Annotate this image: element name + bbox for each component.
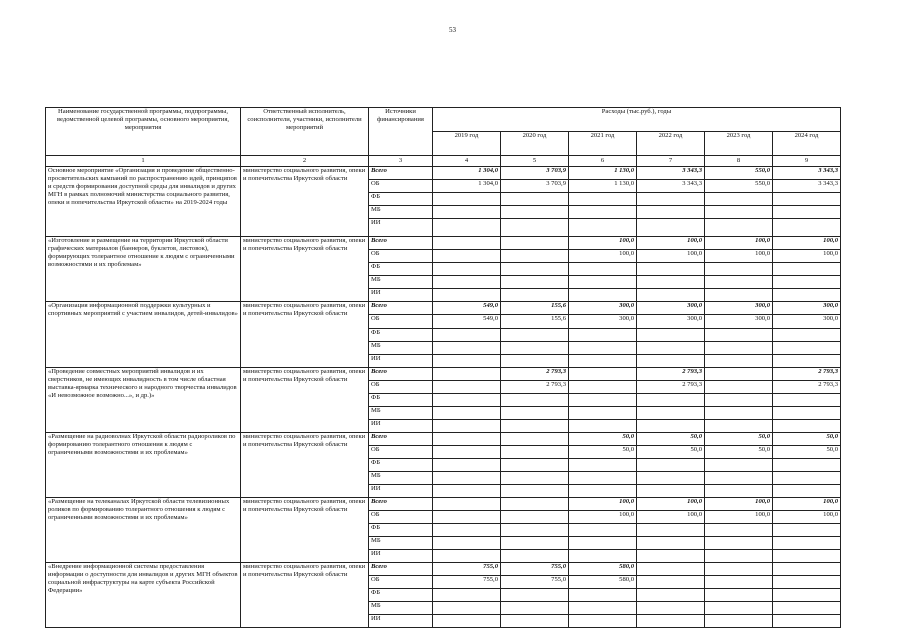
expense-value <box>433 237 501 250</box>
funding-source: ОБ <box>369 250 433 263</box>
expense-value: 2 793,3 <box>773 368 841 381</box>
expense-value: 1 304,0 <box>433 180 501 193</box>
expense-value: 2 793,3 <box>501 368 569 381</box>
expense-value <box>705 524 773 537</box>
expense-value <box>773 485 841 498</box>
expense-value <box>501 329 569 342</box>
funding-source: ФБ <box>369 394 433 407</box>
expense-value <box>705 368 773 381</box>
measure-executor: министерство социального развития, опеки и попечительства Иркутской области <box>241 433 369 498</box>
header-sources: Источники финансирования <box>369 108 433 156</box>
expense-value <box>637 602 705 615</box>
funding-source: ОБ <box>369 315 433 329</box>
expense-value: 300,0 <box>705 302 773 315</box>
expense-value <box>773 394 841 407</box>
expense-value <box>501 355 569 368</box>
measure-name: Основное мероприятие «Организация и проведение общественно-просветительских кампаний по распространению идей, принципов и средств формирования доступной среды для инвалидов и других МГН в рамках полномочий министерства социального развития, опеки и попечительства Иркутской области» на 2019-2024 годы <box>46 167 241 237</box>
expense-value <box>433 524 501 537</box>
expense-value: 580,0 <box>569 563 637 576</box>
expense-value <box>705 219 773 237</box>
funding-source: ИИ <box>369 615 433 628</box>
funding-source: МБ <box>369 342 433 355</box>
expense-value <box>433 206 501 219</box>
expense-value: 300,0 <box>569 302 637 315</box>
expense-value <box>705 537 773 550</box>
expense-value <box>501 459 569 472</box>
expense-value: 100,0 <box>569 511 637 524</box>
expense-value: 300,0 <box>773 302 841 315</box>
column-index: 9 <box>773 156 841 167</box>
expense-value <box>433 355 501 368</box>
expense-value <box>773 550 841 563</box>
expense-value <box>501 276 569 289</box>
expense-value <box>773 206 841 219</box>
expense-value <box>501 511 569 524</box>
expense-value <box>637 589 705 602</box>
measure-executor: министерство социального развития, опеки и попечительства Иркутской области <box>241 302 369 368</box>
expense-value: 755,0 <box>433 576 501 589</box>
measure-name: «Внедрение информационной системы предоставления информации о доступности для инвалидов и других МГН объектов социальной инфраструктуры на карте субъекта Российской Федерации» <box>46 563 241 628</box>
expense-value <box>569 420 637 433</box>
expense-value <box>705 263 773 276</box>
expense-value <box>705 602 773 615</box>
expense-value <box>501 433 569 446</box>
expense-value <box>773 602 841 615</box>
header-year: 2023 год <box>705 132 773 156</box>
expense-value: 100,0 <box>569 498 637 511</box>
funding-source: МБ <box>369 276 433 289</box>
expense-value <box>569 602 637 615</box>
expense-value <box>433 342 501 355</box>
expense-value <box>569 381 637 394</box>
expense-value <box>569 550 637 563</box>
funding-source: ИИ <box>369 550 433 563</box>
expense-value: 3 703,9 <box>501 180 569 193</box>
funding-source: ИИ <box>369 219 433 237</box>
header-year: 2019 год <box>433 132 501 156</box>
expense-value: 100,0 <box>637 511 705 524</box>
expense-value: 155,6 <box>501 315 569 329</box>
funding-source: ФБ <box>369 524 433 537</box>
funding-source: ФБ <box>369 589 433 602</box>
table-row <box>46 167 841 180</box>
column-index-row <box>46 156 841 167</box>
expense-value <box>569 329 637 342</box>
expense-value: 300,0 <box>637 302 705 315</box>
funding-source: Всего <box>369 167 433 180</box>
header-year: 2024 год <box>773 132 841 156</box>
expense-value: 3 343,3 <box>637 167 705 180</box>
expense-value <box>637 355 705 368</box>
budget-table <box>45 107 841 628</box>
expense-value <box>569 355 637 368</box>
measure-executor: министерство социального развития, опеки и попечительства Иркутской области <box>241 167 369 237</box>
expense-value <box>705 420 773 433</box>
expense-value: 100,0 <box>773 498 841 511</box>
table-row <box>46 498 841 511</box>
expense-value: 155,6 <box>501 302 569 315</box>
column-index: 6 <box>569 156 637 167</box>
expense-value: 100,0 <box>773 237 841 250</box>
expense-value <box>501 615 569 628</box>
expense-value: 50,0 <box>569 433 637 446</box>
funding-source: МБ <box>369 472 433 485</box>
expense-value <box>433 276 501 289</box>
expense-value <box>501 193 569 206</box>
expense-value <box>773 289 841 302</box>
header-name: Наименование государственной программы, подпрограммы, ведомственной целевой программы, основного мероприятия, мероприятия <box>46 108 241 156</box>
expense-value: 2 793,3 <box>637 368 705 381</box>
expense-value <box>773 537 841 550</box>
expense-value: 755,0 <box>501 576 569 589</box>
expense-value: 300,0 <box>569 315 637 329</box>
expense-value <box>501 263 569 276</box>
expense-value <box>637 420 705 433</box>
expense-value: 100,0 <box>705 498 773 511</box>
expense-value <box>705 589 773 602</box>
expense-value: 3 343,3 <box>637 180 705 193</box>
expense-value <box>773 219 841 237</box>
expense-value <box>433 193 501 206</box>
expense-value: 2 793,3 <box>501 381 569 394</box>
expense-value <box>773 263 841 276</box>
funding-source: Всего <box>369 237 433 250</box>
expense-value <box>773 589 841 602</box>
expense-value <box>705 576 773 589</box>
expense-value: 755,0 <box>433 563 501 576</box>
expense-value <box>569 263 637 276</box>
table-row <box>46 563 841 576</box>
expense-value <box>433 381 501 394</box>
expense-value <box>569 459 637 472</box>
expense-value <box>501 537 569 550</box>
expense-value <box>433 420 501 433</box>
expense-value <box>773 576 841 589</box>
expense-value <box>569 342 637 355</box>
expense-value: 3 703,9 <box>501 167 569 180</box>
expense-value <box>433 459 501 472</box>
expense-value <box>433 394 501 407</box>
funding-source: ИИ <box>369 355 433 368</box>
expense-value <box>637 472 705 485</box>
expense-value <box>637 550 705 563</box>
expense-value <box>705 407 773 420</box>
table-body <box>46 167 841 628</box>
funding-source: ФБ <box>369 459 433 472</box>
expense-value <box>501 524 569 537</box>
expense-value <box>569 219 637 237</box>
expense-value <box>433 433 501 446</box>
expense-value <box>569 524 637 537</box>
expense-value <box>501 250 569 263</box>
expense-value <box>637 206 705 219</box>
expense-value <box>773 355 841 368</box>
measure-name: «Организация информационной поддержки культурных и спортивных мероприятий с участием инвалидов, детей-инвалидов» <box>46 302 241 368</box>
expense-value <box>705 459 773 472</box>
expense-value: 100,0 <box>569 250 637 263</box>
expense-value: 100,0 <box>705 511 773 524</box>
expense-value <box>705 472 773 485</box>
expense-value <box>433 537 501 550</box>
expense-value <box>705 276 773 289</box>
expense-value <box>433 511 501 524</box>
expense-value <box>705 563 773 576</box>
expense-value <box>637 276 705 289</box>
expense-value: 100,0 <box>705 237 773 250</box>
expense-value <box>569 485 637 498</box>
expense-value <box>773 472 841 485</box>
expense-value <box>637 576 705 589</box>
expense-value: 1 130,0 <box>569 180 637 193</box>
expense-value <box>773 563 841 576</box>
measure-executor: министерство социального развития, опеки и попечительства Иркутской области <box>241 498 369 563</box>
expense-value: 100,0 <box>637 498 705 511</box>
expense-value <box>433 446 501 459</box>
funding-source: ОБ <box>369 180 433 193</box>
expense-value: 50,0 <box>569 446 637 459</box>
expense-value <box>637 329 705 342</box>
expense-value <box>433 615 501 628</box>
expense-value <box>433 485 501 498</box>
table-row <box>46 368 841 381</box>
expense-value <box>773 342 841 355</box>
expense-value: 50,0 <box>637 433 705 446</box>
expense-value <box>705 206 773 219</box>
measure-executor: министерство социального развития, опеки и попечительства Иркутской области <box>241 368 369 433</box>
expense-value <box>705 394 773 407</box>
column-index: 3 <box>369 156 433 167</box>
expense-value: 100,0 <box>569 237 637 250</box>
expense-value <box>501 589 569 602</box>
expense-value <box>501 342 569 355</box>
expense-value <box>569 589 637 602</box>
expense-value <box>433 550 501 563</box>
expense-value: 549,0 <box>433 302 501 315</box>
expense-value <box>705 550 773 563</box>
expense-value <box>773 524 841 537</box>
expense-value: 100,0 <box>637 250 705 263</box>
funding-source: Всего <box>369 368 433 381</box>
header-executor: Ответственный исполнитель, соисполнители, участники, исполнители мероприятий <box>241 108 369 156</box>
expense-value: 550,0 <box>705 167 773 180</box>
expense-value <box>637 524 705 537</box>
expense-value <box>501 420 569 433</box>
expense-value <box>433 289 501 302</box>
expense-value <box>773 420 841 433</box>
measure-name: «Размещение на радиоволнах Иркутской области радиороликов по формированию толерантного отношения к людям с ограниченными возможностями и их проблемам» <box>46 433 241 498</box>
expense-value <box>501 237 569 250</box>
expense-value <box>433 329 501 342</box>
expense-value: 2 793,3 <box>637 381 705 394</box>
expense-value <box>433 250 501 263</box>
expense-value <box>637 485 705 498</box>
funding-source: ФБ <box>369 329 433 342</box>
expense-value: 100,0 <box>773 250 841 263</box>
expense-value: 50,0 <box>705 446 773 459</box>
expense-value <box>705 289 773 302</box>
measure-name: «Изготовление и размещение на территории Иркутской области графических материалов (баннеров, буклетов, листовок), формирующих толерантное отношение к людям с ограниченными возможностями и их проблемам» <box>46 237 241 302</box>
expense-value <box>637 263 705 276</box>
expense-value: 100,0 <box>705 250 773 263</box>
table-row <box>46 302 841 315</box>
funding-source: ОБ <box>369 446 433 459</box>
expense-value <box>773 407 841 420</box>
measure-executor: министерство социального развития, опеки и попечительства Иркутской области <box>241 237 369 302</box>
funding-source: МБ <box>369 602 433 615</box>
expense-value <box>433 498 501 511</box>
expense-value <box>501 498 569 511</box>
measure-name: «Размещение на телеканалах Иркутской области телевизионных роликов по формированию толерантного отношения к людям с ограниченными возможностями и их проблемам» <box>46 498 241 563</box>
table-row <box>46 433 841 446</box>
table-row <box>46 237 841 250</box>
funding-source: ОБ <box>369 576 433 589</box>
column-index: 2 <box>241 156 369 167</box>
expense-value: 3 343,3 <box>773 167 841 180</box>
funding-source: Всего <box>369 563 433 576</box>
expense-value <box>433 407 501 420</box>
header-year: 2022 год <box>637 132 705 156</box>
expense-value: 50,0 <box>637 446 705 459</box>
expense-value <box>705 329 773 342</box>
expense-value <box>773 193 841 206</box>
expense-value: 1 130,0 <box>569 167 637 180</box>
header-year: 2020 год <box>501 132 569 156</box>
expense-value <box>569 193 637 206</box>
expense-value <box>501 219 569 237</box>
expense-value <box>501 602 569 615</box>
expense-value <box>569 394 637 407</box>
expense-value <box>569 368 637 381</box>
funding-source: ИИ <box>369 289 433 302</box>
column-index: 4 <box>433 156 501 167</box>
expense-value <box>569 537 637 550</box>
measure-executor: министерство социального развития, опеки и попечительства Иркутской области <box>241 563 369 628</box>
expense-value <box>569 472 637 485</box>
expense-value <box>433 472 501 485</box>
page-number: 53 <box>449 26 456 34</box>
expense-value <box>501 394 569 407</box>
expense-value: 755,0 <box>501 563 569 576</box>
expense-value <box>501 446 569 459</box>
expense-value <box>501 407 569 420</box>
expense-value <box>569 615 637 628</box>
funding-source: Всего <box>369 302 433 315</box>
expense-value: 50,0 <box>773 433 841 446</box>
expense-value <box>569 206 637 219</box>
funding-source: МБ <box>369 206 433 219</box>
header-expenses: Расходы (тыс.руб.), годы <box>433 108 841 132</box>
expense-value <box>433 368 501 381</box>
expense-value <box>433 263 501 276</box>
expense-value: 549,0 <box>433 315 501 329</box>
measure-name: «Проведение совместных мероприятий инвалидов и их сверстников, не имеющих инвалидность в том числе областная выставка-ярмарка технического и народного творчества инвалидов «И невозможное возможно...», и др.)» <box>46 368 241 433</box>
funding-source: МБ <box>369 407 433 420</box>
expense-value <box>501 289 569 302</box>
funding-source: Всего <box>369 433 433 446</box>
expense-value: 100,0 <box>637 237 705 250</box>
expense-value <box>569 276 637 289</box>
funding-source: ОБ <box>369 511 433 524</box>
expense-value: 50,0 <box>773 446 841 459</box>
expense-value <box>773 329 841 342</box>
expense-value <box>637 193 705 206</box>
expense-value <box>773 615 841 628</box>
expense-value: 300,0 <box>773 315 841 329</box>
expense-value <box>637 219 705 237</box>
expense-value <box>637 407 705 420</box>
expense-value <box>705 615 773 628</box>
expense-value <box>705 381 773 394</box>
expense-value <box>773 276 841 289</box>
expense-value <box>501 550 569 563</box>
expense-value <box>705 193 773 206</box>
expense-value: 550,0 <box>705 180 773 193</box>
header-year: 2021 год <box>569 132 637 156</box>
funding-source: ОБ <box>369 381 433 394</box>
expense-value <box>773 459 841 472</box>
expense-value: 50,0 <box>705 433 773 446</box>
expense-value <box>569 407 637 420</box>
expense-value: 300,0 <box>637 315 705 329</box>
column-index: 5 <box>501 156 569 167</box>
funding-source: Всего <box>369 498 433 511</box>
column-index: 7 <box>637 156 705 167</box>
expense-value <box>705 342 773 355</box>
expense-value: 100,0 <box>773 511 841 524</box>
expense-value <box>501 206 569 219</box>
expense-value <box>569 289 637 302</box>
expense-value <box>637 563 705 576</box>
expense-value <box>501 485 569 498</box>
funding-source: МБ <box>369 537 433 550</box>
expense-value <box>637 289 705 302</box>
expense-value <box>433 589 501 602</box>
expense-value <box>501 472 569 485</box>
expense-value <box>705 355 773 368</box>
expense-value <box>433 219 501 237</box>
expense-value: 300,0 <box>705 315 773 329</box>
expense-value: 3 343,3 <box>773 180 841 193</box>
expense-value: 580,0 <box>569 576 637 589</box>
expense-value <box>637 342 705 355</box>
expense-value <box>637 537 705 550</box>
column-index: 1 <box>46 156 241 167</box>
funding-source: ФБ <box>369 193 433 206</box>
expense-value <box>637 459 705 472</box>
expense-value: 2 793,3 <box>773 381 841 394</box>
funding-source: ИИ <box>369 485 433 498</box>
expense-value <box>637 615 705 628</box>
expense-value <box>433 602 501 615</box>
expense-value: 1 304,0 <box>433 167 501 180</box>
funding-source: ФБ <box>369 263 433 276</box>
expense-value <box>705 485 773 498</box>
expense-value <box>637 394 705 407</box>
column-index: 8 <box>705 156 773 167</box>
funding-source: ИИ <box>369 420 433 433</box>
